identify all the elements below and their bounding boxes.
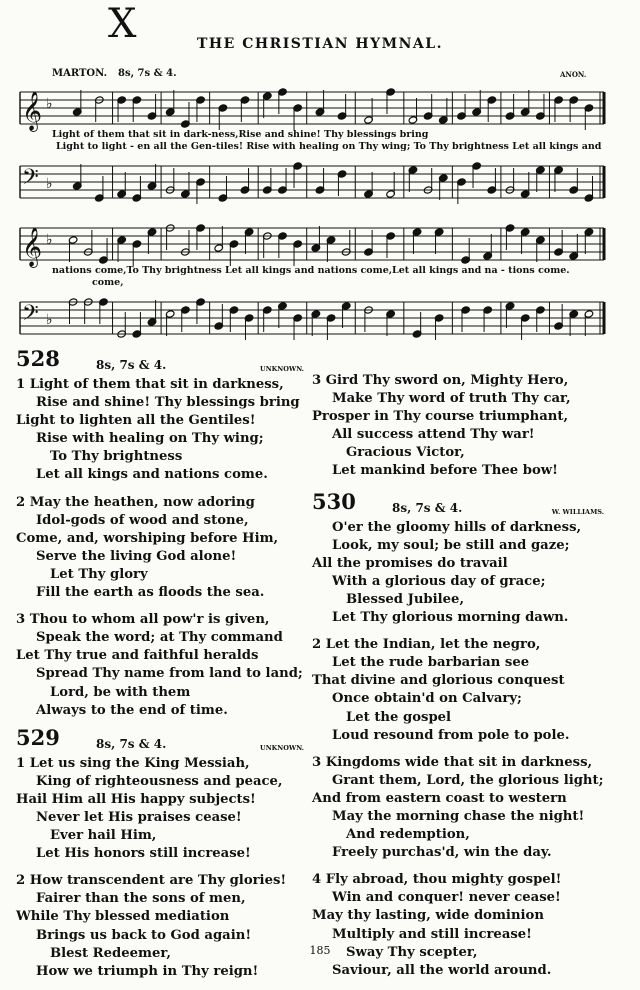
verse-line: 2 How transcendent are Thy glories! [16,873,287,889]
verse-line: Blest Redeemer, [50,945,171,961]
verse-line: O'er the gloomy hills of darkness, [332,519,582,535]
svg-text:♭: ♭ [46,232,53,248]
verse-line: May thy lasting, wide dominion [312,908,544,924]
verse-line: Sway Thy scepter, [346,944,478,960]
hymn-530 [312,488,604,980]
verse-line: To Thy brightness [50,449,183,465]
verse-line: Loud resound from pole to pole. [332,727,570,743]
svg-text:𝄢: 𝄢 [22,165,39,195]
verse-line: That divine and glorious conquest [312,673,565,689]
stanza [16,755,304,864]
verse-line: 4 Fly abroad, thou mighty gospel! [312,872,562,888]
svg-text:♭: ♭ [46,312,53,328]
verse-line: Hail Him all His happy subjects! [16,791,256,807]
verse-line: Lord, be with them [50,684,191,700]
verse-line: 1 Light of them that sit in darkness, [16,377,284,392]
verse-line: Brings us back to God again! [36,927,252,943]
verse-line: Multiply and still increase! [332,926,532,942]
stanza [16,376,304,485]
verse-line: 3 Gird Thy sword on, Mighty Hero, [312,373,569,388]
verse-line: Once obtain'd on Calvary; [332,691,522,707]
hymn-author: W. WILLIAMS. [551,507,604,516]
verse-line: Look, my soul; be still and gaze; [332,537,570,553]
tune-lyric-line-3: nations come,To Thy brightness Let all kings and nations come,Let all kings and na - tions come. [52,265,570,276]
verse-line: Grant them, Lord, the glorious light; [332,772,604,788]
verse-line: Rise and shine! Thy blessings bring [36,395,300,411]
stanza [312,636,604,745]
verse-line: Let mankind before Thee bow! [332,463,558,479]
hymn-number: 528 [16,346,60,371]
hymn-528 [16,346,304,720]
verse-line: Let the gospel [346,709,452,725]
verse-line: Fill the earth as floods the sea. [36,585,265,601]
verse-line: And from eastern coast to western [312,790,567,806]
left-column [16,346,304,990]
verse-line: Speak the word; at Thy command [36,630,283,646]
svg-text:𝄞: 𝄞 [22,91,43,131]
staff-system-2-bass [0,288,640,348]
verse-line: Let Thy glorious morning dawn. [332,610,569,626]
verse-line: Let Thy glory [50,566,148,582]
stanza [16,494,304,603]
staff-system-1-bass [0,152,640,212]
svg-text:𝄞: 𝄞 [22,227,43,267]
verse-line: Let the rude barbarian see [332,655,530,671]
tune-lyric-line-2: Light to light - en all the Gen-tiles! Rise with healing on Thy wing; To Thy brightness Let all kings and [56,141,602,152]
stanza [16,611,304,720]
verse-line: Always to the end of time. [36,702,228,718]
svg-text:♭: ♭ [46,96,53,112]
stanza [312,372,604,481]
verse-line: All the promises do travail [312,555,508,571]
verse-line: Let Thy true and faithful heralds [16,648,259,664]
verse-line: And redemption, [346,827,470,843]
verse-line: Gracious Victor, [346,445,465,461]
verse-line: Ever hail Him, [50,828,157,844]
verse-line: 1 Let us sing the King Messiah, [16,755,250,771]
verse-line: Let all kings and nations come. [36,467,268,483]
stanza [16,872,304,981]
hymn-number: 529 [16,724,60,750]
tune-meter: 8s, 7s & 4. [118,68,177,79]
tune-composer: ANON. [560,70,587,79]
verse-line: Saviour, all the world around. [332,962,552,978]
verse-line: Win and conquer! never cease! [332,890,561,906]
stanza [312,519,604,628]
verse-line: All success attend Thy war! [332,427,535,443]
verse-line: 3 Thou to whom all pow'r is given, [16,612,270,628]
hymn-meter: 8s, 7s & 4. [96,736,167,751]
verse-line: 2 Let the Indian, let the negro, [312,637,541,653]
verse-line: 2 May the heathen, now adoring [16,494,255,510]
verse-line: Come, and, worshiping before Him, [16,530,279,546]
hymn-meter: 8s, 7s & 4. [392,500,463,515]
verse-line: Blessed Jubilee, [346,591,465,607]
verse-line: King of righteousness and peace, [36,773,283,789]
verse-line: Never let His praises cease! [36,809,242,825]
svg-text:♭: ♭ [46,176,53,192]
stanza [312,754,604,863]
tune-lyric-line-1: Light of them that sit in dark-ness,Rise and shine! Thy blessings bring [52,129,429,140]
verse-line: While Thy blessed mediation [16,909,230,925]
page-number: 185 [309,944,331,957]
hymn-meter: 8s, 7s & 4. [96,358,167,372]
margin-mark: X [108,1,137,47]
verse-line: Spread Thy name from land to land; [36,666,303,682]
stanza [312,871,604,980]
verse-line: How we triumph in Thy reign! [36,963,259,979]
verse-line: Freely purchas'd, win the day. [332,845,552,861]
verse-line: Idol-gods of wood and stone, [36,512,249,528]
hymn-number: 530 [312,488,356,514]
hymn-author: UNKNOWN. [260,365,304,373]
verse-line: Prosper in Thy course triumphant, [312,409,569,425]
verse-line: With a glorious day of grace; [332,573,546,589]
right-column [312,372,604,989]
verse-line: Make Thy word of truth Thy car, [332,391,571,407]
verse-line: Let His honors still increase! [36,846,251,862]
verse-line: Serve the living God alone! [36,548,237,564]
tune-name: MARTON. [52,68,108,79]
tune-lyric-line-4: come, [92,277,124,288]
hymn-author: UNKNOWN. [260,743,304,752]
svg-text:𝄢: 𝄢 [22,301,39,331]
verse-line: Rise with healing on Thy wing; [36,431,264,447]
verse-line: May the morning chase the night! [332,808,585,824]
running-header: THE CHRISTIAN HYMNAL. [197,36,443,52]
hymn-529 [16,724,304,981]
verse-line: Light to lighten all the Gentiles! [16,413,256,429]
verse-line: Fairer than the sons of men, [36,891,246,907]
verse-line: 3 Kingdoms wide that sit in darkness, [312,754,593,770]
